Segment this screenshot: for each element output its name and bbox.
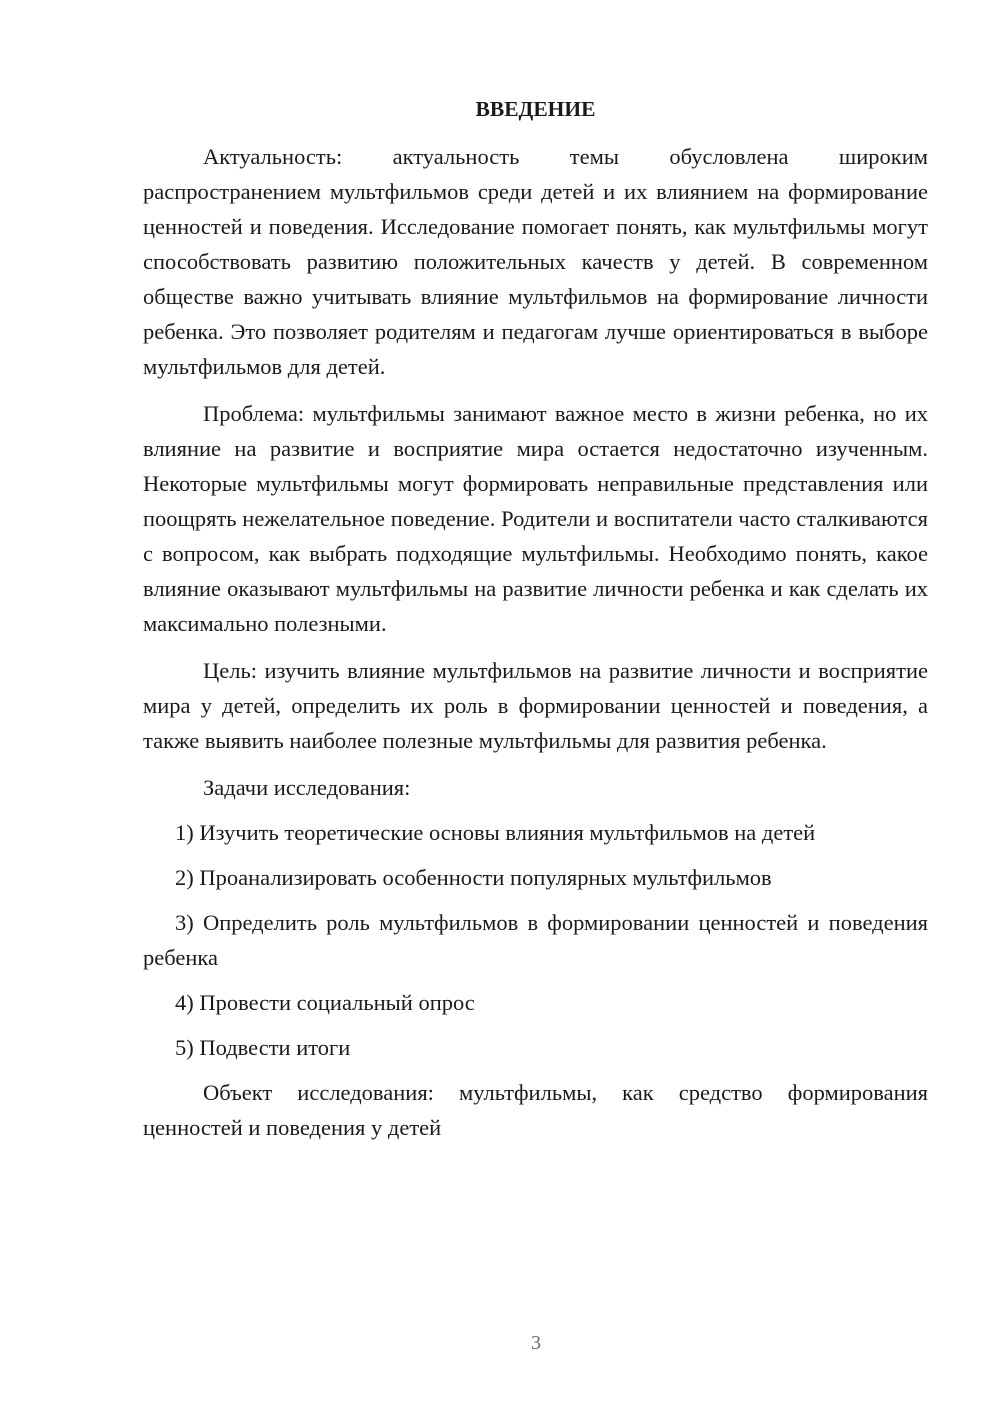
paragraph-problem: Проблема: мультфильмы занимают важное место в жизни ребенка, но их влияние на развитие и восприятие мира остается недостаточно изученным. Некоторые мультфильмы могут формировать неправильные представления или поощрять нежелательное поведение. Родители и воспитатели часто сталкиваются с вопросом, как выбрать подходящие мультфильмы. Необходимо понять, какое влияние оказывают мультфильмы на развитие личности ребенка и как сделать их максимально полезными. [143,401,928,636]
page-number: 3 [531,1332,541,1354]
task-list [143,815,928,1065]
tasks-heading: Задачи исследования: [203,775,411,800]
task-item: 2) Проанализировать особенности популярных мультфильмов [175,865,772,890]
task-item: 4) Провести социальный опрос [175,990,475,1015]
paragraph-goal: Цель: изучить влияние мультфильмов на развитие личности и восприятие мира у детей, определить их роль в формировании ценностей и поведения, а также выявить наиболее полезные мультфильмы для развития ребенка. [143,658,928,753]
section-title: ВВЕДЕНИЕ [475,97,596,121]
paragraph-object: Объект исследования: мультфильмы, как средство формирования ценностей и поведения у детей [143,1080,928,1140]
paragraph-relevance: Актуальность: актуальность темы обусловлена широким распространением мультфильмов среди детей и их влиянием на формирование ценностей и поведения. Исследование помогает понять, как мультфильмы могут способствовать развитию положительных качеств у детей. В современном обществе важно учитывать влияние мультфильмов на формирование личности ребенка. Это позволяет родителям и педагогам лучше ориентироваться в выборе мультфильмов для детей. [143,144,928,379]
task-item: 1) Изучить теоретические основы влияния мультфильмов на детей [175,820,816,845]
page-content [143,92,928,1157]
task-item: 5) Подвести итоги [175,1035,351,1060]
task-item: 3) Определить роль мультфильмов в формировании ценностей и поведения ребенка [143,910,928,970]
